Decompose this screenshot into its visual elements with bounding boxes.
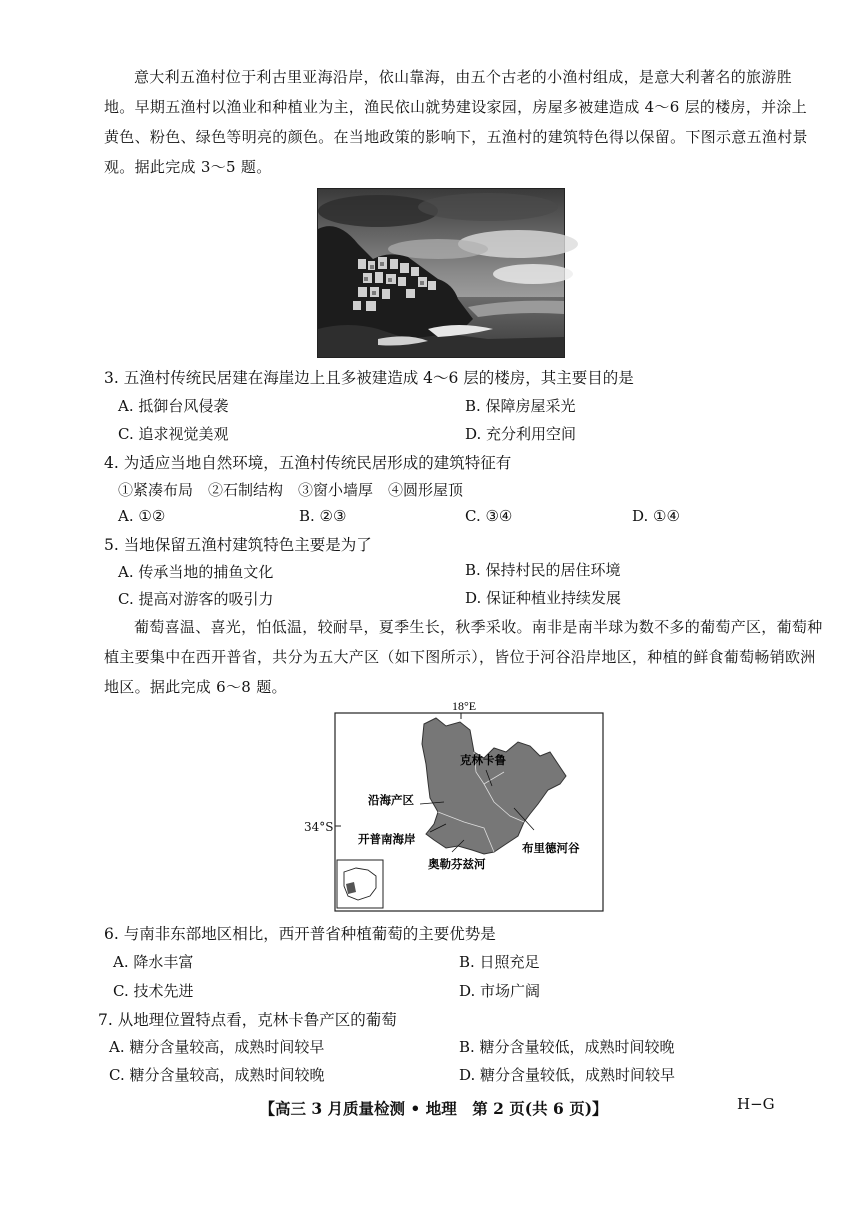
question-4-stem: 4. 为适应当地自然环境，五渔村传统民居形成的建筑特征有	[104, 454, 512, 472]
q7-option-c: C. 糖分含量较高，成熟时间较晚	[109, 1066, 325, 1084]
question-7-stem: 7. 从地理位置特点看，克林卡鲁产区的葡萄	[98, 1011, 397, 1029]
q3-option-c: C. 追求视觉美观	[118, 425, 229, 443]
intro1-line-1: 意大利五渔村位于利古里亚海沿岸，依山靠海，由五个古老的小渔村组成，是意大利著名的旅游胜	[134, 68, 792, 86]
western-cape-map	[334, 699, 604, 912]
q7-option-a: A. 糖分含量较高，成熟时间较早	[109, 1038, 325, 1056]
label-aolefen: 奥勒芬兹河	[428, 857, 486, 871]
question-6-stem: 6. 与南非东部地区相比，西开普省种植葡萄的主要优势是	[104, 925, 496, 943]
q4-items: ①紧凑布局 ②石制结构 ③窗小墙厚 ④圆形屋顶	[118, 481, 464, 499]
intro1-line-4: 观。据此完成 3～5 题。	[104, 158, 272, 176]
intro-paragraph-cinque-terre	[104, 62, 808, 182]
q4-option-c: C. ③④	[465, 507, 513, 525]
map-lat-label: 34°S	[304, 820, 334, 834]
q3-option-d: D. 充分利用空间	[465, 425, 577, 443]
intro-paragraph-south-africa-grapes	[104, 612, 823, 702]
page-footer: 【高三 3 月质量检测 • 地理 第 2 页(共 6 页)】	[259, 1099, 608, 1118]
q3-option-a: A. 抵御台风侵袭	[118, 397, 229, 415]
q5-option-b: B. 保持村民的居住环境	[465, 561, 621, 579]
q7-option-b: B. 糖分含量较低，成熟时间较晚	[459, 1038, 675, 1056]
q6-option-c: C. 技术先进	[113, 982, 194, 1000]
cinque-terre-photo-image	[318, 189, 564, 357]
label-yanhai: 沿海产区	[368, 793, 414, 807]
q5-option-a: A. 传承当地的捕鱼文化	[118, 563, 274, 581]
q3-option-b: B. 保障房屋采光	[465, 397, 576, 415]
label-kelinkalu: 克林卡鲁	[460, 753, 506, 767]
q4-option-d: D. ①④	[632, 507, 680, 525]
question-3-stem: 3. 五渔村传统民居建在海崖边上且多被建造成 4～6 层的楼房，其主要目的是	[104, 369, 634, 387]
q6-option-d: D. 市场广阔	[459, 982, 541, 1000]
intro2-line-3: 地区。据此完成 6～8 题。	[104, 678, 287, 696]
q5-option-c: C. 提高对游客的吸引力	[118, 590, 274, 608]
paper-code: H−G	[737, 1095, 775, 1113]
label-kaipu: 开普南海岸	[358, 832, 416, 846]
question-5-stem: 5. 当地保留五渔村建筑特色主要是为了	[104, 536, 372, 554]
intro2-line-2: 植主要集中在西开普省，共分为五大产区（如下图所示），皆位于河谷沿岸地区，种植的鲜食葡萄畅销欧洲	[104, 648, 816, 666]
intro1-line-3: 黄色、粉色、绿色等明亮的颜色。在当地政策的影响下，五渔村的建筑特色得以保留。下图示意五渔村景	[104, 128, 808, 146]
map-lon-label: 18°E	[452, 699, 477, 713]
label-bulide: 布里德河谷	[522, 841, 580, 855]
intro1-line-2: 地。早期五渔村以渔业和种植业为主，渔民依山就势建设家园，房屋多被建造成 4～6 层的楼房，并涂上	[104, 98, 808, 116]
q4-option-b: B. ②③	[299, 507, 347, 525]
q6-option-a: A. 降水丰富	[113, 953, 194, 971]
cinque-terre-photo	[317, 188, 565, 358]
intro2-line-1: 葡萄喜温、喜光，怕低温，较耐旱，夏季生长，秋季采收。南非是南半球为数不多的葡萄产区，葡萄种	[134, 618, 823, 636]
q7-option-d: D. 糖分含量较低，成熟时间较早	[459, 1066, 676, 1084]
q5-option-d: D. 保证种植业持续发展	[465, 589, 622, 607]
q6-option-b: B. 日照充足	[459, 953, 540, 971]
q4-option-a: A. ①②	[118, 507, 166, 525]
